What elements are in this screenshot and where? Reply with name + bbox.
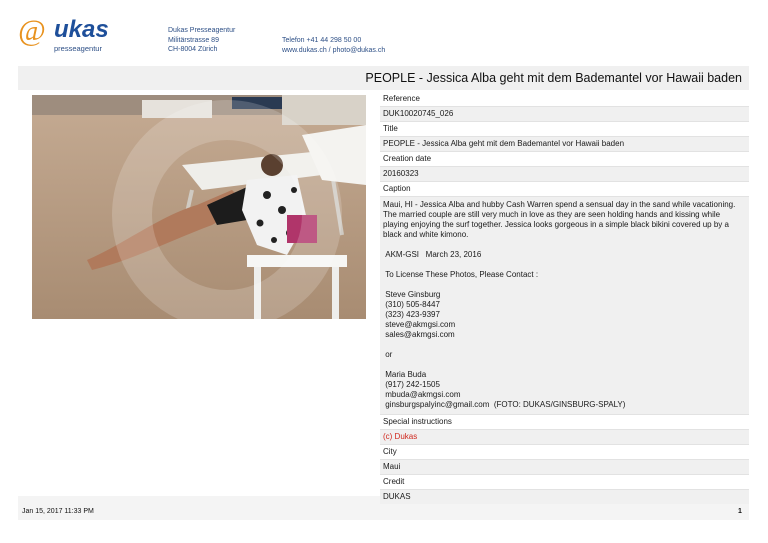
city-label: City xyxy=(380,444,749,459)
address-line: Dukas Presseagentur xyxy=(168,27,236,34)
creation-date-value: 20160323 xyxy=(380,166,749,181)
beach-photo-illustration xyxy=(32,95,366,319)
reference-value: DUK10020745_026 xyxy=(380,106,749,121)
metadata-table xyxy=(380,92,749,504)
credit-label: Credit xyxy=(380,474,749,489)
press-photo xyxy=(32,95,366,319)
special-instructions-label: Special instructions xyxy=(380,414,749,429)
city-value: Maui xyxy=(380,459,749,474)
logo-subtitle: presseagentur xyxy=(54,44,102,53)
dukas-logo xyxy=(18,16,108,56)
agency-contact xyxy=(282,36,385,55)
contact-web-email: www.dukas.ch / photo@dukas.ch xyxy=(282,46,386,54)
caption-value: Maui, HI - Jessica Alba and hubby Cash Warren spend a sensual day in the sand while vacationing. The married couple are still very much in love as they are seen holding hands and kissing while playing enjoying the surf together. Jessica looks gorgeous in a simple black bikini covered up by a black and white kimono. AKM-GSI March 23, 2016 To License These Photos, Please Contact : Steve Ginsburg (310) 505-8447 (323) 423-9397 steve@akmgsi.com sales@akmgsi.com or Maria Buda (917) 242-1505 mbuda@akmgsi.com ginsburgspalyinc@gmail.com (FOTO: DUKAS/GINSBURG-SPALY) xyxy=(380,196,749,414)
address-line: Militärstrasse 89 xyxy=(168,36,219,44)
special-instructions-value: (c) Dukas xyxy=(380,429,749,444)
logo-wordmark: ukas xyxy=(54,16,109,43)
reference-label: Reference xyxy=(380,92,749,106)
agency-address xyxy=(168,26,235,55)
title-bar xyxy=(18,66,749,90)
title-value: PEOPLE - Jessica Alba geht mit dem Bademantel vor Hawaii baden xyxy=(380,136,749,151)
print-date: Jan 15, 2017 11:33 PM xyxy=(22,508,94,515)
creation-date-label: Creation date xyxy=(380,151,749,166)
credit-value: DUKAS xyxy=(380,489,749,504)
page-number: 1 xyxy=(738,508,742,515)
address-line: CH-8004 Zürich xyxy=(168,46,218,53)
caption-label: Caption xyxy=(380,181,749,196)
title-label: Title xyxy=(380,121,749,136)
contact-phone: Telefon +41 44 298 50 00 xyxy=(282,37,362,44)
page-title: PEOPLE - Jessica Alba geht mit dem Bademantel vor Hawaii baden xyxy=(365,71,742,85)
logo-at-symbol: @ xyxy=(18,14,46,47)
